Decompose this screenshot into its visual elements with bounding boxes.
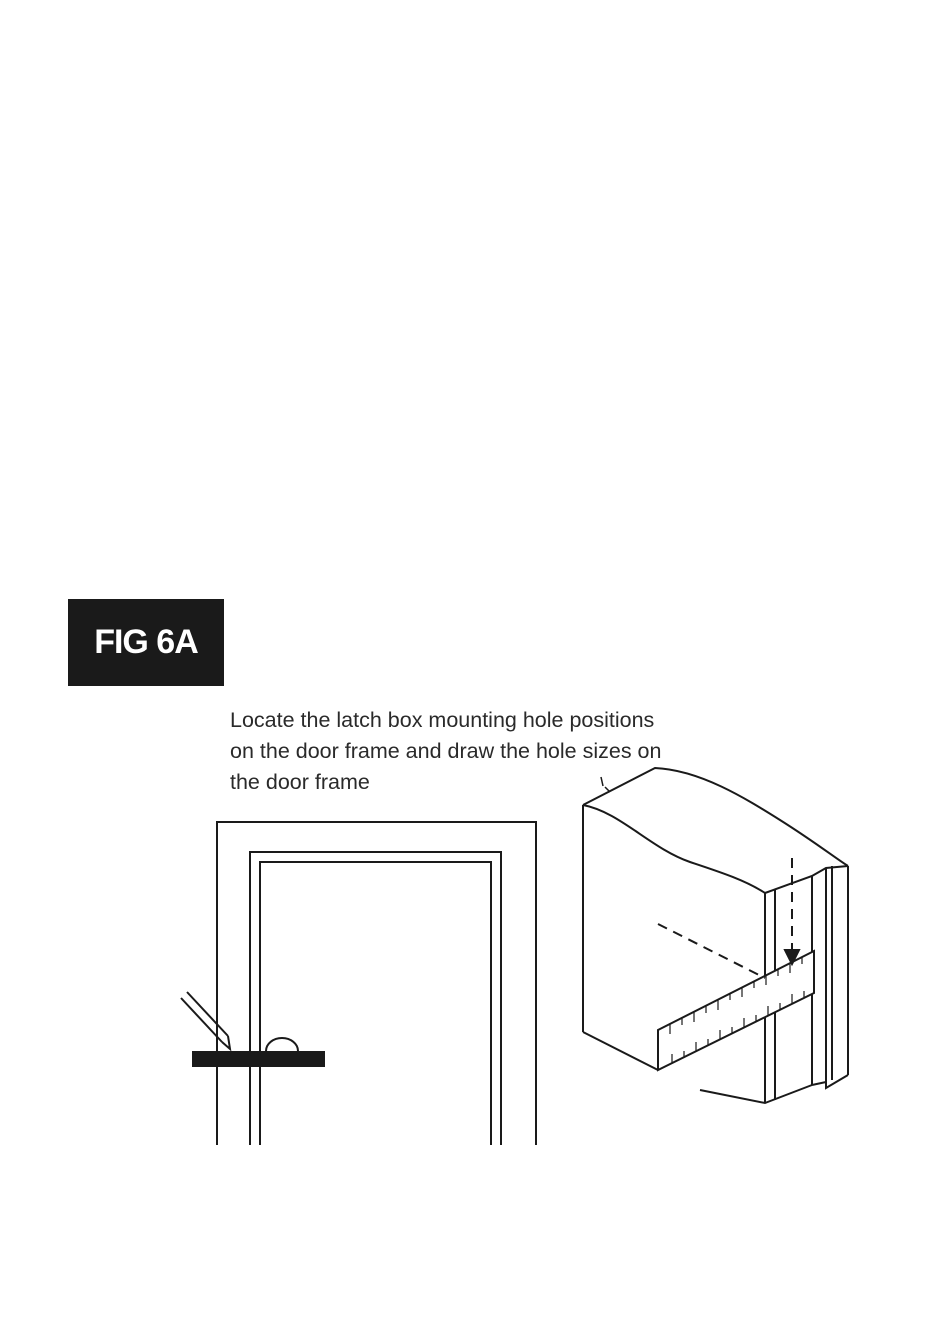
door-frame-inner-outer-line (250, 852, 501, 1145)
door-edge-ruler-icon (583, 768, 848, 1103)
door-top-edge (583, 768, 848, 866)
figure-label: FIG 6A (68, 599, 224, 686)
door-frame-outer (217, 822, 536, 1145)
dashed-guide-horizontal (658, 924, 765, 978)
latch-bump (266, 1038, 298, 1051)
door-front-wave (583, 805, 765, 893)
instruction-line-1: Locate the latch box mounting hole positions (230, 708, 655, 732)
instruction-line-3: the door frame (230, 770, 370, 794)
latch-template-bar (192, 1051, 325, 1067)
door-frame-inner-line (260, 862, 491, 1145)
ruler-icon (658, 951, 814, 1070)
door-frame-marking-icon (181, 822, 536, 1145)
pencil-icon (181, 992, 230, 1049)
instruction-line-2: on the door frame and draw the hole sizes on (230, 739, 662, 763)
